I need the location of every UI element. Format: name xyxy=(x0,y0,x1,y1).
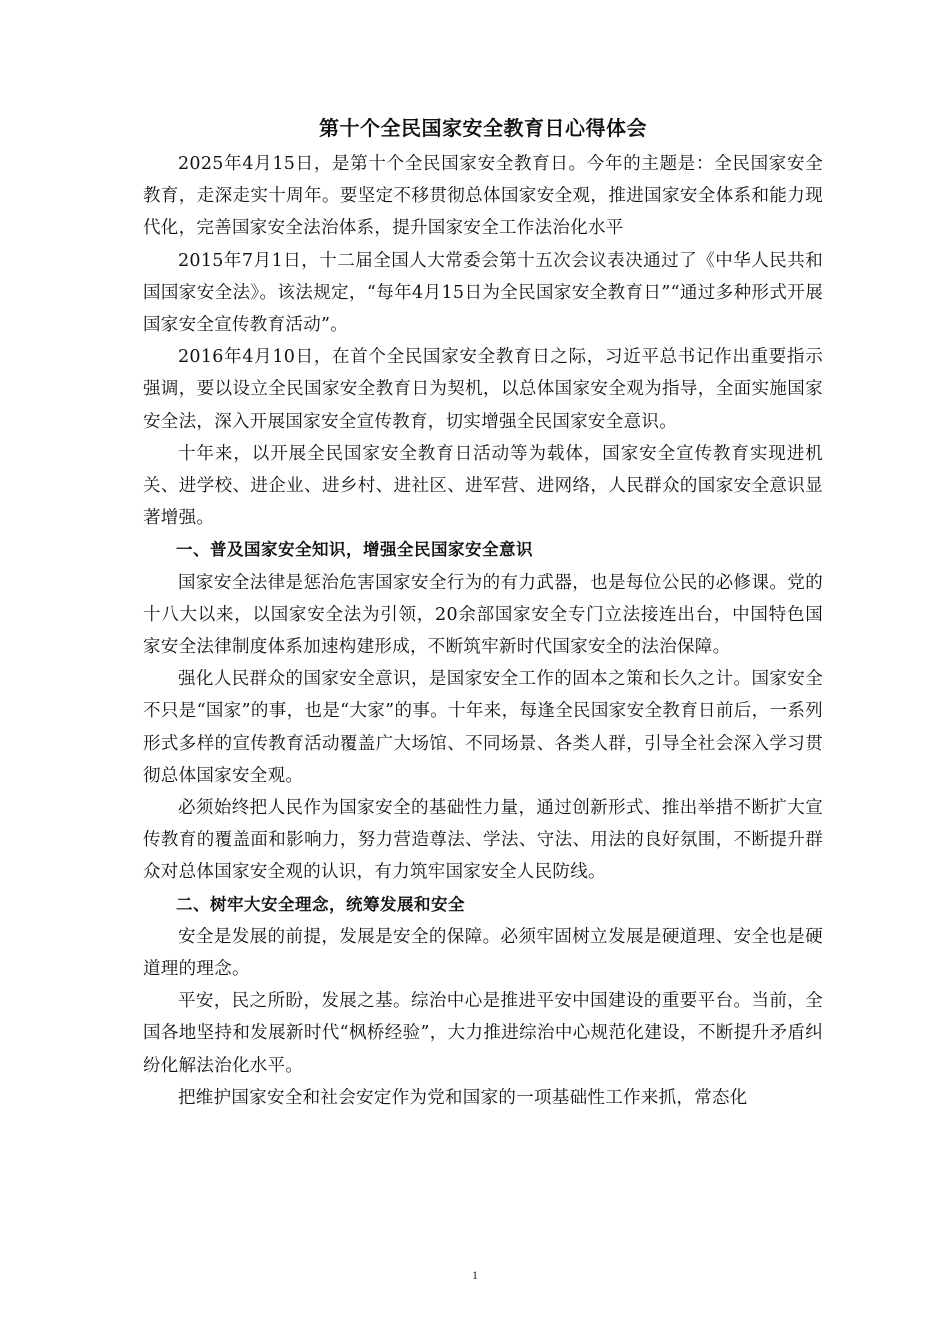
section-1-paragraph: 必须始终把人民作为国家安全的基础性力量，通过创新形式、推出举措不断扩大宣传教育的覆盖面和影响力，努力营造尊法、学法、守法、用法的良好氛围，不断提升群众对总体国家安全观的认识，有力筑牢国家安全人民防线。 xyxy=(143,798,823,883)
section-1-paragraph: 国家安全法律是惩治危害国家安全行为的有力武器，也是每位公民的必修课。党的十八大以来，以国家安全法为引领，20余部国家安全专门立法接连出台，中国特色国家安全法律制度体系加速构建形成，不断筑牢新时代国家安全的法治保障。 xyxy=(143,572,823,658)
page-number: 1 xyxy=(472,1268,478,1282)
section-2-heading: 二、树牢大安全理念，统筹发展和安全 xyxy=(176,894,465,914)
document-body xyxy=(143,112,823,1114)
decade-paragraph: 十年来，以开展全民国家安全教育日活动等为载体，国家安全宣传教育实现进机关、进学校、进企业、进乡村、进社区、进军营、进网络，人民群众的国家安全意识显著增强。 xyxy=(143,443,823,529)
section-1-heading: 一、普及国家安全知识，增强全民国家安全意识 xyxy=(176,540,533,560)
document-title: 第十个全民国家安全教育日心得体会 xyxy=(319,116,647,140)
law-paragraph: 2015年7月1日，十二届全国人大常委会第十五次会议表决通过了《中华人民共和国国家安全法》。该法规定，“每年4月15日为全民国家安全教育日”“通过多种形式开展国家安全宣传教育活动”。 xyxy=(143,250,823,336)
section-1-paragraph: 强化人民群众的国家安全意识，是国家安全工作的固本之策和长久之计。国家安全不只是“国家”的事，也是“大家”的事。十年来，每逢全民国家安全教育日前后，一系列形式多样的宣传教育活动覆盖广大场馆、不同场景、各类人群，引导全社会深入学习贯彻总体国家安全观。 xyxy=(143,669,823,786)
section-2-paragraph: 安全是发展的前提，发展是安全的保障。必须牢固树立发展是硬道理、安全也是硬道理的理念。 xyxy=(143,926,823,980)
instruction-paragraph: 2016年4月10日，在首个全民国家安全教育日之际，习近平总书记作出重要指示强调，要以设立全民国家安全教育日为契机，以总体国家安全观为指导，全面实施国家安全法，深入开展国家安全宣传教育，切实增强全民国家安全意识。 xyxy=(143,347,823,432)
intro-paragraph: 2025年4月15日，是第十个全民国家安全教育日。今年的主题是：全民国家安全教育，走深走实十周年。要坚定不移贯彻总体国家安全观，推进国家安全体系和能力现代化，完善国家安全法治体系，提升国家安全工作法治化水平 xyxy=(143,154,823,239)
section-2-paragraph: 把维护国家安全和社会安定作为党和国家的一项基础性工作来抓，常态化 xyxy=(178,1087,748,1108)
section-2-paragraph: 平安，民之所盼，发展之基。综治中心是推进平安中国建设的重要平台。当前，全国各地坚持和发展新时代“枫桥经验”，大力推进综治中心规范化建设，不断提升矛盾纠纷化解法治化水平。 xyxy=(143,991,823,1076)
